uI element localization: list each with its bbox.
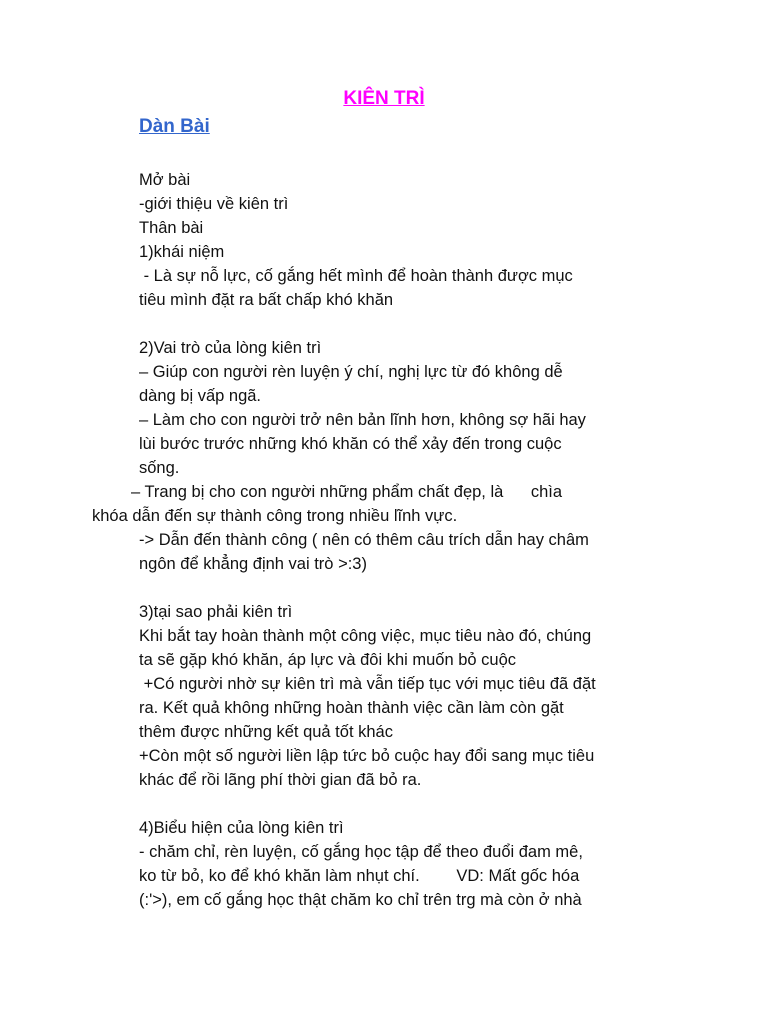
text-line: - chăm chỉ, rèn luyện, cố gắng học tập để theo đuổi đam mê,: [139, 843, 583, 861]
text-line: ta sẽ gặp khó khăn, áp lực và đôi khi muốn bỏ cuộc: [139, 651, 517, 669]
text-line: Khi bắt tay hoàn thành một công việc, mục tiêu nào đó, chúng: [139, 627, 592, 645]
blank-line: [0, 792, 768, 816]
text-line: – Làm cho con người trở nên bản lĩnh hơn, không sợ hãi hay: [139, 411, 586, 429]
text-line: - Là sự nỗ lực, cố gắng hết mình để hoàn thành được mục: [139, 267, 573, 285]
text-line: (:'>), em cố gắng học thật chăm ko chỉ trên trg mà còn ở nhà: [139, 891, 582, 909]
text-line: – Trang bị cho con người những phẩm chất đẹp, là chìa: [131, 483, 563, 501]
text-line: -giới thiệu về kiên trì: [139, 195, 289, 213]
document-subtitle: Dàn Bài: [139, 116, 210, 137]
text-line: Mở bài: [139, 171, 191, 189]
text-line: – Giúp con người rèn luyện ý chí, nghị lực từ đó không dễ: [139, 363, 563, 381]
text-line: Thân bài: [139, 219, 204, 237]
text-line: ngôn để khẳng định vai trò >:3): [139, 555, 367, 573]
text-line: sống.: [139, 459, 180, 477]
text-line: 1)khái niệm: [139, 243, 225, 261]
text-line: dàng bị vấp ngã.: [139, 387, 262, 405]
blank-line: [0, 312, 768, 336]
text-line: lùi bước trước những khó khăn có thể xảy đến trong cuộc: [139, 435, 562, 453]
text-line: +Có người nhờ sự kiên trì mà vẫn tiếp tục với mục tiêu đã đặt: [139, 675, 596, 693]
text-line: ra. Kết quả không những hoàn thành việc cần làm còn gặt: [139, 699, 564, 717]
blank-line: [0, 576, 768, 600]
text-line: khóa dẫn đến sự thành công trong nhiều lĩnh vực.: [92, 507, 458, 525]
text-line: thêm được những kết quả tốt khác: [139, 723, 393, 741]
document-body: [0, 168, 768, 912]
text-line: +Còn một số người liền lập tức bỏ cuộc hay đổi sang mục tiêu: [139, 747, 595, 765]
text-line: -> Dẫn đến thành công ( nên có thêm câu trích dẫn hay châm: [139, 531, 589, 549]
text-line: tiêu mình đặt ra bất chấp khó khăn: [139, 291, 394, 309]
text-line: khác để rồi lãng phí thời gian đã bỏ ra.: [139, 771, 422, 789]
document-title: KIÊN TRÌ: [343, 88, 425, 109]
text-line: 2)Vai trò của lòng kiên trì: [139, 339, 322, 357]
text-line: ko từ bỏ, ko để khó khăn làm nhụt chí. VD: Mất gốc hóa: [139, 867, 580, 885]
text-line: 4)Biểu hiện của lòng kiên trì: [139, 819, 344, 837]
text-line: 3)tại sao phải kiên trì: [139, 603, 293, 621]
